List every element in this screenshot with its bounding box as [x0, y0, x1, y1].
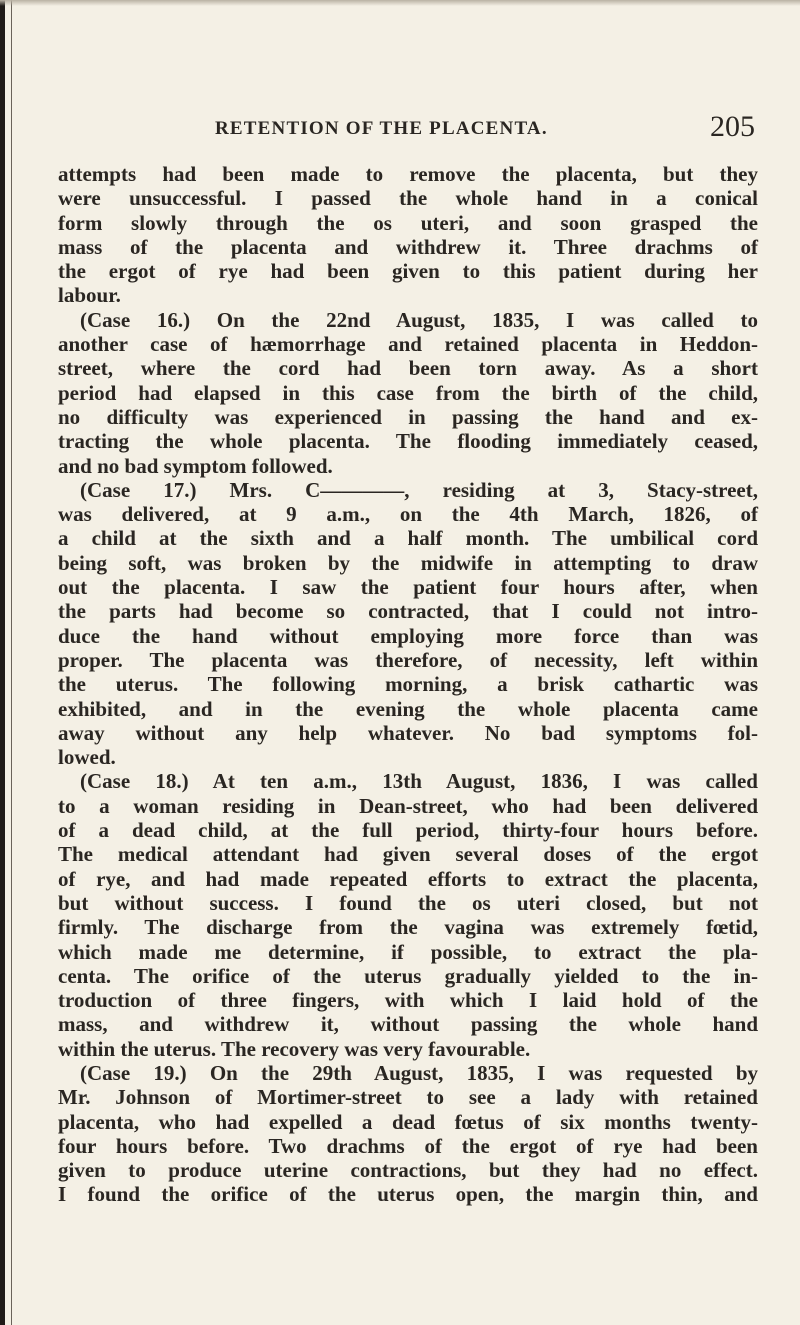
text-line: attempts had been made to remove the placenta, but they [58, 162, 758, 186]
text-line: street, where the cord had been torn away. As a short [58, 356, 758, 381]
text-line: (Case 17.) Mrs. C————, residing at 3, Stacy-street, [80, 477, 758, 502]
text-line: Mr. Johnson of Mortimer-street to see a lady with retained [58, 1085, 758, 1110]
text-line: but without success. I found the os uteri closed, but not [58, 890, 758, 915]
text-line: mass, and withdrew it, without passing the whole hand [58, 1012, 758, 1037]
text-line: was delivered, at 9 a.m., on the 4th March, 1826, of [58, 502, 758, 527]
binding-edge [0, 0, 5, 1325]
text-line: being soft, was broken by the midwife in attempting to draw [58, 550, 758, 575]
text-line: troduction of three fingers, with which I laid hold of the [58, 988, 758, 1013]
text-line: which made me determine, if possible, to extract the pla- [58, 939, 758, 964]
body-text [58, 162, 758, 1207]
text-line: tracting the whole placenta. The flooding immediately ceased, [58, 429, 758, 454]
text-line: firmly. The discharge from the vagina was extremely fœtid, [58, 915, 758, 940]
text-line: to a woman residing in Dean-street, who had been delivered [58, 793, 758, 818]
text-line: centa. The orifice of the uterus gradually yielded to the in- [58, 963, 758, 988]
text-line: out the placenta. I saw the patient four hours after, when [58, 575, 758, 600]
text-line: period had elapsed in this case from the birth of the child, [58, 380, 758, 405]
text-line: no difficulty was experienced in passing the hand and ex- [58, 404, 758, 429]
text-line: within the uterus. The recovery was very favourable. [58, 1036, 531, 1061]
running-title: RETENTION OF THE PLACENTA. [215, 118, 548, 139]
text-line: (Case 18.) At ten a.m., 13th August, 1836, I was called [80, 769, 758, 794]
page-number: 205 [710, 110, 755, 143]
text-line: labour. [58, 283, 121, 308]
text-line: another case of hæmorrhage and retained placenta in Heddon- [58, 332, 758, 357]
text-line: the parts had become so contracted, that I could not intro- [58, 599, 758, 624]
text-line: mass of the placenta and withdrew it. Three drachms of [58, 234, 758, 259]
text-line: duce the hand without employing more force than was [58, 623, 758, 648]
binding-edge-line [11, 0, 12, 1325]
text-line: The medical attendant had given several doses of the ergot [58, 842, 758, 867]
text-line: form slowly through the os uteri, and soon grasped the [58, 210, 758, 235]
text-line: proper. The placenta was therefore, of necessity, left within [58, 647, 758, 672]
text-line: four hours before. Two drachms of the ergot of rye had been [58, 1133, 758, 1158]
text-line: I found the orifice of the uterus open, the margin thin, and [58, 1182, 758, 1207]
page-top-shadow [0, 0, 800, 6]
text-line: lowed. [58, 745, 116, 770]
text-line: of rye, and had made repeated efforts to extract the placenta, [58, 866, 758, 891]
text-line: placenta, who had expelled a dead fœtus of six months twenty- [58, 1109, 758, 1134]
text-line: and no bad symptom followed. [58, 453, 333, 478]
text-line: a child at the sixth and a half month. The umbilical cord [58, 526, 758, 551]
text-line: given to produce uterine contractions, but they had no effect. [58, 1158, 758, 1183]
text-line: (Case 16.) On the 22nd August, 1835, I was called to [80, 307, 758, 332]
text-line: of a dead child, at the full period, thirty-four hours before. [58, 818, 758, 843]
text-line: exhibited, and in the evening the whole placenta came [58, 696, 758, 721]
text-line: were unsuccessful. I passed the whole hand in a conical [58, 186, 758, 211]
text-line: (Case 19.) On the 29th August, 1835, I was requested by [80, 1060, 758, 1085]
text-line: the ergot of rye had been given to this patient during her [58, 259, 758, 284]
text-line: away without any help whatever. No bad symptoms fol- [58, 720, 758, 745]
running-header [215, 110, 755, 154]
text-line: the uterus. The following morning, a brisk cathartic was [58, 672, 758, 697]
